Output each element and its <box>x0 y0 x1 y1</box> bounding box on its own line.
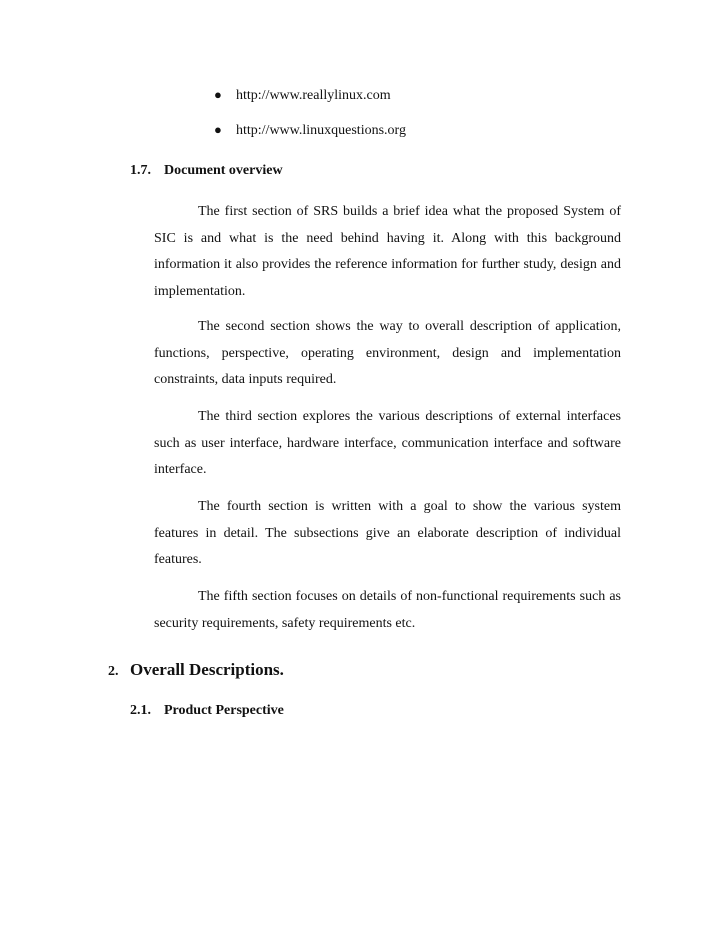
reference-link[interactable]: http://www.linuxquestions.org <box>236 123 406 138</box>
section-title: Overall Descriptions. <box>130 660 284 679</box>
bullet-icon: ● <box>214 122 222 137</box>
section-heading-2 <box>108 660 284 680</box>
section-number: 2. <box>108 664 119 679</box>
overview-paragraph-2: The second section shows the way to overall description of application, functions, perspective, operating environment, design and implementation constraints, data inputs required. <box>154 319 621 388</box>
bullet-icon: ● <box>214 87 222 102</box>
overview-paragraph-1: The first section of SRS builds a brief idea what the proposed System of SIC is and what is the need behind having it. Along with this background information it also provides the reference information for further study, design and implementation. <box>154 204 621 299</box>
section-heading-1-7 <box>130 163 283 179</box>
section-title: Product Perspective <box>164 703 284 718</box>
section-heading-2-1 <box>130 703 284 719</box>
overview-paragraph-3: The third section explores the various descriptions of external interfaces such as user interface, hardware interface, communication interface and software interface. <box>154 409 621 478</box>
section-number: 2.1. <box>130 703 151 718</box>
reference-list-item <box>214 121 406 140</box>
section-number: 1.7. <box>130 163 151 178</box>
reference-link[interactable]: http://www.reallylinux.com <box>236 88 391 103</box>
overview-paragraph-5: The fifth section focuses on details of non-functional requirements such as security requirements, safety requirements etc. <box>154 589 621 631</box>
overview-paragraph-4: The fourth section is written with a goal to show the various system features in detail. The subsections give an elaborate description of individual features. <box>154 499 621 568</box>
section-title: Document overview <box>164 163 283 178</box>
reference-list-item <box>214 86 391 105</box>
